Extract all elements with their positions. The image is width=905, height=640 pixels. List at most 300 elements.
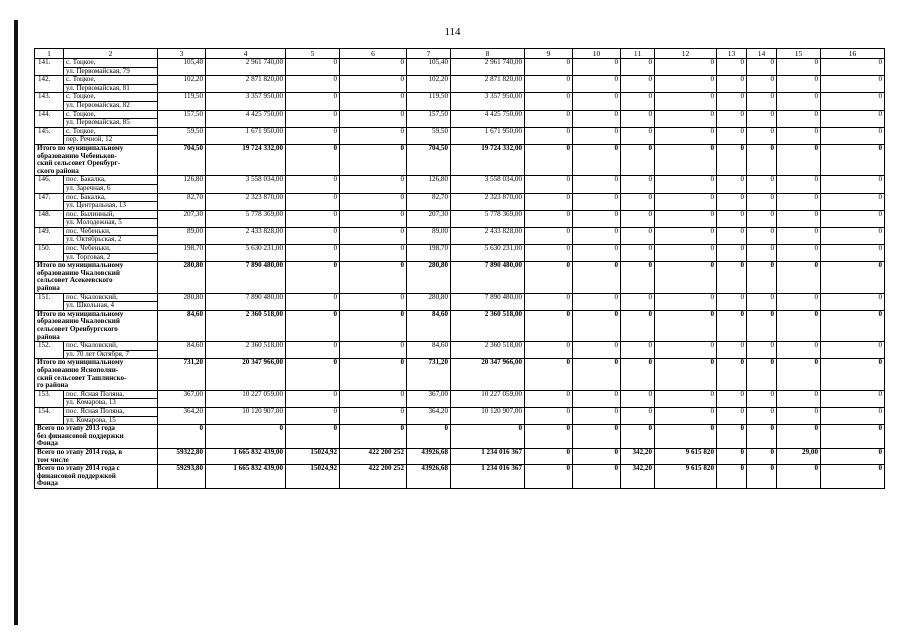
value-cell: 0 [573, 176, 621, 193]
table-row [35, 76, 885, 93]
value-cell: 0 [525, 76, 573, 93]
subtotal-label [35, 310, 158, 341]
value-cell: 105,40 [407, 59, 451, 76]
value-cell: 0 [777, 210, 821, 227]
value-cell: 2 871 820,00 [206, 76, 286, 93]
value-cell: 2 360 518,00 [451, 342, 525, 359]
value-cell: 4 425 750,00 [206, 110, 286, 127]
value-cell: 0 [525, 193, 573, 210]
value-cell: 0 [573, 127, 621, 144]
value-cell: 0 [821, 110, 885, 127]
value-cell: 0 [621, 262, 655, 293]
address-line: с. Тоцкое, [66, 127, 96, 135]
value-cell: 0 [777, 176, 821, 193]
value-cell: 0 [717, 210, 747, 227]
value-cell: 0 [621, 227, 655, 244]
value-cell: 0 [717, 425, 747, 449]
table-row [35, 59, 885, 76]
value-cell: 0 [525, 110, 573, 127]
value-cell: 0 [525, 176, 573, 193]
subtotal-label-line: Фонда [37, 479, 58, 488]
value-cell: 82,70 [407, 193, 451, 210]
column-number-cell: 15 [777, 49, 821, 59]
value-cell: 10 227 059,00 [451, 390, 525, 407]
value-cell: 0 [777, 465, 821, 489]
value-cell: 0 [286, 245, 340, 262]
subtotal-label [35, 425, 158, 449]
row-number: 148. [35, 210, 64, 227]
value-cell: 0 [777, 93, 821, 110]
value-cell: 15024,92 [286, 448, 340, 464]
table-row [35, 407, 885, 424]
value-cell: 0 [286, 76, 340, 93]
row-number: 153. [35, 390, 64, 407]
value-cell: 0 [573, 76, 621, 93]
subtotal-label-line: образованию Чкаловский [37, 317, 120, 326]
value-cell: 10 120 907,00 [451, 407, 525, 424]
value-cell: 0 [821, 262, 885, 293]
column-number-cell: 4 [206, 49, 286, 59]
column-number-cell: 8 [451, 49, 525, 59]
value-cell: 0 [621, 390, 655, 407]
value-cell: 0 [655, 293, 717, 310]
value-cell: 84,60 [158, 310, 206, 341]
value-cell: 157,50 [158, 110, 206, 127]
column-number-cell: 5 [286, 49, 340, 59]
value-cell: 0 [525, 245, 573, 262]
value-cell: 198,70 [407, 245, 451, 262]
housing-program-table [34, 48, 885, 489]
value-cell: 0 [821, 59, 885, 76]
row-number: 147. [35, 193, 64, 210]
value-cell: 0 [525, 465, 573, 489]
value-cell: 0 [525, 59, 573, 76]
value-cell: 102,20 [407, 76, 451, 93]
value-cell: 126,80 [407, 176, 451, 193]
value-cell: 704,50 [407, 144, 451, 175]
row-number: 141. [35, 59, 64, 76]
row-number: 143. [35, 93, 64, 110]
row-number: 151. [35, 293, 64, 310]
table-row [35, 210, 885, 227]
value-cell: 119,50 [407, 93, 451, 110]
value-cell: 5 778 369,00 [206, 210, 286, 227]
row-number: 144. [35, 110, 64, 127]
value-cell: 0 [821, 342, 885, 359]
table-row [35, 293, 885, 310]
value-cell: 0 [286, 407, 340, 424]
address-line: пос. Чкаловский, [66, 341, 118, 350]
subtotal-label-line: ский сельсовет Оренбург- [37, 159, 121, 168]
value-cell: 1 665 832 439,00 [206, 448, 286, 464]
value-cell: 0 [655, 310, 717, 341]
value-cell: 0 [621, 144, 655, 175]
address-cell [64, 293, 158, 310]
value-cell: 367,00 [407, 390, 451, 407]
value-cell: 731,20 [407, 359, 451, 390]
value-cell: 0 [821, 465, 885, 489]
value-cell: 364,20 [407, 407, 451, 424]
address-line: ул. Первомайская, 79 [64, 67, 157, 76]
value-cell: 0 [286, 262, 340, 293]
address-line: пос. Ясная Поляна, [66, 390, 125, 398]
value-cell: 0 [158, 425, 206, 449]
value-cell: 0 [573, 425, 621, 449]
value-cell: 2 961 740,00 [451, 59, 525, 76]
column-number-row [35, 49, 885, 59]
value-cell: 0 [821, 227, 885, 244]
value-cell: 19 724 332,00 [206, 144, 286, 175]
subtotal-label-line: образованию Яснополян- [37, 365, 119, 374]
value-cell: 280,80 [158, 262, 206, 293]
value-cell: 0 [340, 407, 407, 424]
value-cell: 0 [340, 310, 407, 341]
value-cell: 0 [621, 110, 655, 127]
value-cell: 0 [286, 210, 340, 227]
value-cell: 0 [573, 465, 621, 489]
value-cell: 0 [747, 390, 777, 407]
value-cell: 0 [286, 425, 340, 449]
value-cell: 0 [717, 93, 747, 110]
value-cell: 0 [286, 110, 340, 127]
table-row [35, 110, 885, 127]
value-cell: 0 [573, 245, 621, 262]
value-cell: 0 [747, 210, 777, 227]
value-cell: 2 961 740,00 [206, 59, 286, 76]
value-cell: 102,20 [158, 76, 206, 93]
value-cell: 0 [340, 342, 407, 359]
value-cell: 0 [747, 176, 777, 193]
value-cell: 5 778 369,00 [451, 210, 525, 227]
value-cell: 0 [821, 390, 885, 407]
subtotal-label-line: том числе [37, 455, 69, 464]
subtotal-row [35, 310, 885, 341]
row-number: 149. [35, 227, 64, 244]
value-cell: 0 [777, 227, 821, 244]
address-line: ул. Октябрьская, 2 [64, 235, 157, 244]
value-cell: 280,80 [407, 262, 451, 293]
value-cell: 0 [717, 245, 747, 262]
value-cell: 0 [655, 407, 717, 424]
value-cell: 0 [451, 425, 525, 449]
value-cell: 0 [655, 425, 717, 449]
value-cell: 198,70 [158, 245, 206, 262]
value-cell: 0 [655, 93, 717, 110]
address-line: ул. Первомайская, 85 [64, 118, 157, 127]
address-line: пос. Бакалка, [66, 193, 106, 201]
value-cell: 84,60 [407, 310, 451, 341]
value-cell: 0 [717, 110, 747, 127]
value-cell: 3 357 950,00 [206, 93, 286, 110]
value-cell: 3 558 034,00 [206, 176, 286, 193]
value-cell: 0 [717, 407, 747, 424]
value-cell: 0 [717, 59, 747, 76]
value-cell: 0 [777, 110, 821, 127]
value-cell: 59293,80 [158, 465, 206, 489]
subtotal-label-line: района [37, 284, 60, 293]
address-line: с. Тоцкое, [66, 75, 96, 84]
value-cell: 422 200 252 [340, 448, 407, 464]
subtotal-label-line: Всего по этапу 2014 года с [37, 464, 120, 473]
value-cell: 0 [621, 127, 655, 144]
value-cell: 0 [621, 293, 655, 310]
value-cell: 2 871 820,00 [451, 76, 525, 93]
address-line: с. Тоцкое, [66, 110, 96, 118]
value-cell: 0 [717, 76, 747, 93]
value-cell: 731,20 [158, 359, 206, 390]
address-line: ул. Торговая, 2 [64, 253, 157, 262]
value-cell: 0 [621, 425, 655, 449]
value-cell: 0 [717, 310, 747, 341]
column-number-cell: 10 [573, 49, 621, 59]
value-cell: 0 [717, 465, 747, 489]
row-number: 145. [35, 127, 64, 144]
value-cell: 0 [821, 407, 885, 424]
value-cell: 0 [340, 390, 407, 407]
value-cell: 5 630 231,00 [206, 245, 286, 262]
value-cell: 0 [747, 359, 777, 390]
value-cell: 157,50 [407, 110, 451, 127]
value-cell: 0 [747, 425, 777, 449]
column-number-cell: 1 [35, 49, 64, 59]
value-cell: 0 [747, 127, 777, 144]
subtotal-label [35, 262, 158, 293]
value-cell: 0 [621, 310, 655, 341]
value-cell: 0 [777, 407, 821, 424]
value-cell: 2 433 828,00 [451, 227, 525, 244]
value-cell: 19 724 332,00 [451, 144, 525, 175]
value-cell: 0 [573, 210, 621, 227]
value-cell: 0 [747, 465, 777, 489]
value-cell: 0 [717, 342, 747, 359]
value-cell: 0 [340, 144, 407, 175]
address-line: пос. Чебеньки, [66, 244, 111, 253]
subtotal-row [35, 144, 885, 175]
value-cell: 7 890 480,00 [206, 262, 286, 293]
value-cell: 0 [525, 310, 573, 341]
subtotal-row [35, 448, 885, 464]
value-cell: 105,40 [158, 59, 206, 76]
value-cell: 0 [525, 359, 573, 390]
value-cell: 119,50 [158, 93, 206, 110]
address-line: ул. Центральная, 13 [64, 201, 157, 210]
value-cell: 7 890 480,00 [206, 293, 286, 310]
value-cell: 0 [525, 407, 573, 424]
value-cell: 367,00 [158, 390, 206, 407]
row-number: 152. [35, 342, 64, 359]
subtotal-label-line: Итого по муниципальному [37, 310, 124, 318]
value-cell: 0 [821, 310, 885, 341]
value-cell: 126,80 [158, 176, 206, 193]
subtotal-label [35, 359, 158, 390]
subtotal-row [35, 465, 885, 489]
value-cell: 10 120 907,00 [206, 407, 286, 424]
subtotal-label-line: образованию Чкаловский [37, 268, 120, 277]
subtotal-label-line: финансовой поддержкой [37, 471, 116, 480]
value-cell: 0 [573, 359, 621, 390]
value-cell: 9 615 820 [655, 448, 717, 464]
value-cell: 0 [573, 310, 621, 341]
value-cell: 43926,68 [407, 448, 451, 464]
value-cell: 0 [747, 193, 777, 210]
value-cell: 0 [777, 245, 821, 262]
value-cell: 0 [655, 359, 717, 390]
address-line: пос. Былинный, [66, 210, 115, 218]
value-cell: 342,20 [621, 448, 655, 464]
value-cell: 0 [821, 359, 885, 390]
value-cell: 2 323 870,00 [451, 193, 525, 210]
value-cell: 0 [286, 293, 340, 310]
value-cell: 0 [777, 293, 821, 310]
value-cell: 0 [821, 144, 885, 175]
value-cell: 0 [407, 425, 451, 449]
subtotal-label-line: ский сельсовет Ташлинско- [37, 373, 127, 382]
value-cell: 0 [747, 407, 777, 424]
value-cell: 43926,68 [407, 465, 451, 489]
value-cell: 3 558 034,00 [451, 176, 525, 193]
subtotal-row [35, 425, 885, 449]
value-cell: 0 [340, 425, 407, 449]
value-cell: 422 200 252 [340, 465, 407, 489]
value-cell: 7 890 480,00 [451, 293, 525, 310]
value-cell: 0 [340, 359, 407, 390]
value-cell: 0 [655, 227, 717, 244]
value-cell: 0 [655, 262, 717, 293]
column-number-cell: 9 [525, 49, 573, 59]
value-cell: 0 [286, 59, 340, 76]
value-cell: 0 [655, 144, 717, 175]
value-cell: 0 [655, 59, 717, 76]
value-cell: 0 [747, 293, 777, 310]
value-cell: 2 433 828,00 [206, 227, 286, 244]
subtotal-label [35, 144, 158, 175]
subtotal-label-line: Итого по муниципальному [37, 144, 124, 152]
value-cell: 0 [655, 127, 717, 144]
address-cell [64, 127, 158, 144]
table-row [35, 227, 885, 244]
value-cell: 0 [340, 93, 407, 110]
value-cell: 0 [621, 407, 655, 424]
value-cell: 0 [821, 176, 885, 193]
value-cell: 0 [747, 76, 777, 93]
subtotal-row [35, 262, 885, 293]
value-cell: 0 [573, 390, 621, 407]
address-cell [64, 76, 158, 93]
value-cell: 0 [573, 227, 621, 244]
value-cell: 0 [340, 227, 407, 244]
value-cell: 0 [717, 144, 747, 175]
value-cell: 0 [747, 227, 777, 244]
value-cell: 0 [573, 144, 621, 175]
value-cell: 280,80 [158, 293, 206, 310]
value-cell: 0 [286, 93, 340, 110]
value-cell: 0 [340, 245, 407, 262]
value-cell: 15024,92 [286, 465, 340, 489]
value-cell: 82,70 [158, 193, 206, 210]
value-cell: 0 [777, 390, 821, 407]
value-cell: 0 [621, 93, 655, 110]
value-cell: 20 347 966,00 [451, 359, 525, 390]
column-number-cell: 14 [747, 49, 777, 59]
column-number-cell: 11 [621, 49, 655, 59]
address-line: ул. 70 лет Октября, 7 [64, 350, 157, 359]
address-line: пос. Бакалка, [66, 175, 106, 184]
subtotal-label-line: ского района [37, 166, 79, 175]
value-cell: 0 [340, 110, 407, 127]
value-cell: 0 [525, 425, 573, 449]
value-cell: 2 360 518,00 [206, 342, 286, 359]
value-cell: 0 [340, 193, 407, 210]
address-line: пос. Ясная Поляна, [66, 407, 125, 415]
column-number-cell: 12 [655, 49, 717, 59]
value-cell: 0 [655, 342, 717, 359]
value-cell: 0 [821, 127, 885, 144]
value-cell: 0 [655, 176, 717, 193]
table-row [35, 245, 885, 262]
address-line: ул. Молодежная, 5 [64, 218, 157, 227]
value-cell: 3 357 950,00 [451, 93, 525, 110]
row-number: 154. [35, 407, 64, 424]
column-number-cell: 6 [340, 49, 407, 59]
value-cell: 0 [573, 293, 621, 310]
subtotal-label-line: района [37, 332, 60, 341]
value-cell: 0 [747, 93, 777, 110]
subtotal-label-line: Фонда [37, 439, 58, 448]
value-cell: 0 [621, 76, 655, 93]
address-cell [64, 193, 158, 210]
address-line: пос. Чебеньки, [66, 227, 111, 235]
address-cell [64, 210, 158, 227]
value-cell: 0 [573, 407, 621, 424]
value-cell: 0 [821, 93, 885, 110]
value-cell: 0 [717, 448, 747, 464]
value-cell: 0 [621, 210, 655, 227]
value-cell: 342,20 [621, 465, 655, 489]
value-cell: 0 [340, 127, 407, 144]
address-line: ул. Комарова, 15 [64, 416, 157, 425]
value-cell: 2 323 870,00 [206, 193, 286, 210]
value-cell: 0 [655, 76, 717, 93]
value-cell: 0 [655, 390, 717, 407]
value-cell: 0 [655, 110, 717, 127]
subtotal-label-line: сельсовет Асекеевского [37, 276, 113, 285]
address-cell [64, 110, 158, 127]
address-cell [64, 227, 158, 244]
value-cell: 0 [621, 193, 655, 210]
value-cell: 59322,80 [158, 448, 206, 464]
row-number: 142. [35, 76, 64, 93]
value-cell: 1 234 016 367 [451, 465, 525, 489]
address-line: ул. Первомайская, 82 [64, 101, 157, 110]
value-cell: 2 360 518,00 [451, 310, 525, 341]
value-cell: 7 890 480,00 [451, 262, 525, 293]
value-cell: 0 [821, 245, 885, 262]
value-cell: 0 [717, 176, 747, 193]
table-row [35, 127, 885, 144]
value-cell: 0 [717, 127, 747, 144]
address-line: с. Тоцкое, [66, 58, 96, 66]
address-line: ул. Заречная, 6 [64, 184, 157, 193]
value-cell: 364,20 [158, 407, 206, 424]
page-number: 114 [444, 26, 461, 38]
value-cell: 9 615 820 [655, 465, 717, 489]
value-cell: 59,50 [158, 127, 206, 144]
value-cell: 0 [286, 193, 340, 210]
value-cell: 0 [717, 262, 747, 293]
subtotal-label-line: го района [37, 381, 69, 390]
value-cell: 0 [340, 293, 407, 310]
subtotal-label-line: Итого по муниципальному [37, 261, 124, 270]
